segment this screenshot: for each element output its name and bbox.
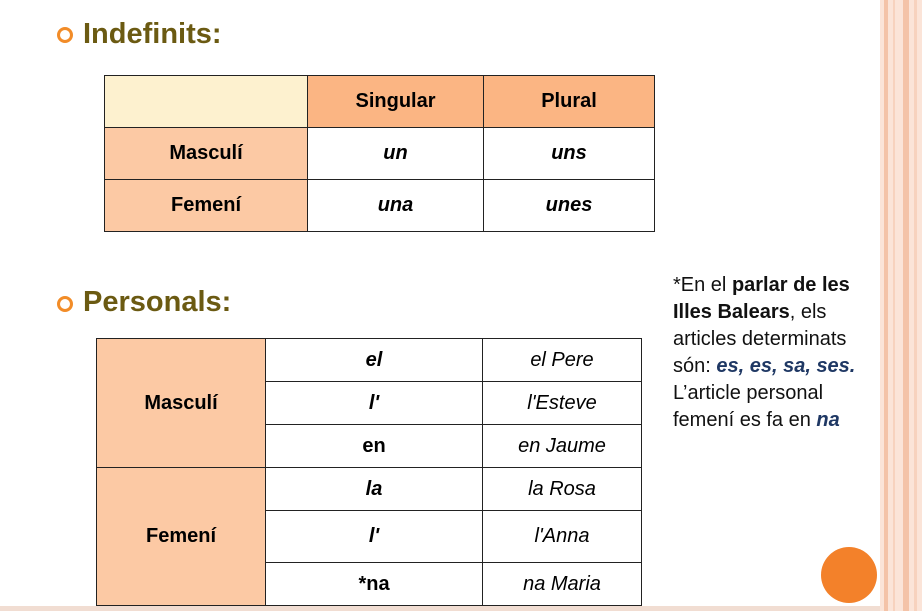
bullet-icon: [57, 296, 73, 312]
group-label-femeni: Femení: [97, 468, 266, 606]
decorative-circle-icon: [821, 547, 877, 603]
cell-article: l': [266, 511, 483, 563]
header-singular: Singular: [308, 76, 484, 128]
cell-article: la: [266, 468, 483, 511]
cell-value: un: [308, 128, 484, 180]
note-mid: , els articles determinats són:: [673, 301, 847, 377]
table-header-row: [105, 76, 655, 128]
cell-value: unes: [484, 180, 655, 232]
row-label-masculi: Masculí: [105, 128, 308, 180]
decorative-stripe: [914, 0, 917, 611]
cell-example: l'Anna: [483, 511, 642, 563]
table-row: [105, 180, 655, 232]
bottom-divider: [0, 606, 880, 611]
cell-article: en: [266, 425, 483, 468]
dialect-note: [673, 272, 873, 434]
cell-example: en Jaume: [483, 425, 642, 468]
decorative-stripe: [884, 0, 888, 611]
table-row: [97, 468, 642, 511]
indefinits-heading: Indefinits:: [83, 18, 222, 50]
cell-example: el Pere: [483, 339, 642, 382]
decorative-stripe: [903, 0, 909, 611]
note-prefix: *En el: [673, 274, 732, 296]
group-label-masculi: Masculí: [97, 339, 266, 468]
cell-example: l'Esteve: [483, 382, 642, 425]
decorative-stripe: [893, 0, 895, 611]
personals-table: [96, 338, 642, 606]
cell-article: el: [266, 339, 483, 382]
header-plural: Plural: [484, 76, 655, 128]
cell-article: l': [266, 382, 483, 425]
cell-example: la Rosa: [483, 468, 642, 511]
note-articles: es, es, sa, ses.: [716, 355, 856, 377]
note-mid2: L’article personal femení es fa en: [673, 382, 824, 431]
cell-value: una: [308, 180, 484, 232]
table-row: [105, 128, 655, 180]
row-label-femeni: Femení: [105, 180, 308, 232]
cell-value: uns: [484, 128, 655, 180]
note-bold: parlar de les Illes Balears: [673, 274, 850, 323]
cell-article: *na: [266, 563, 483, 606]
table-row: [97, 339, 642, 382]
cell-example: na Maria: [483, 563, 642, 606]
personals-heading: Personals:: [83, 286, 232, 318]
note-na: na: [816, 409, 840, 431]
corner-cell: [105, 76, 308, 128]
indefinits-table: [104, 75, 655, 232]
bullet-icon: [57, 27, 73, 43]
